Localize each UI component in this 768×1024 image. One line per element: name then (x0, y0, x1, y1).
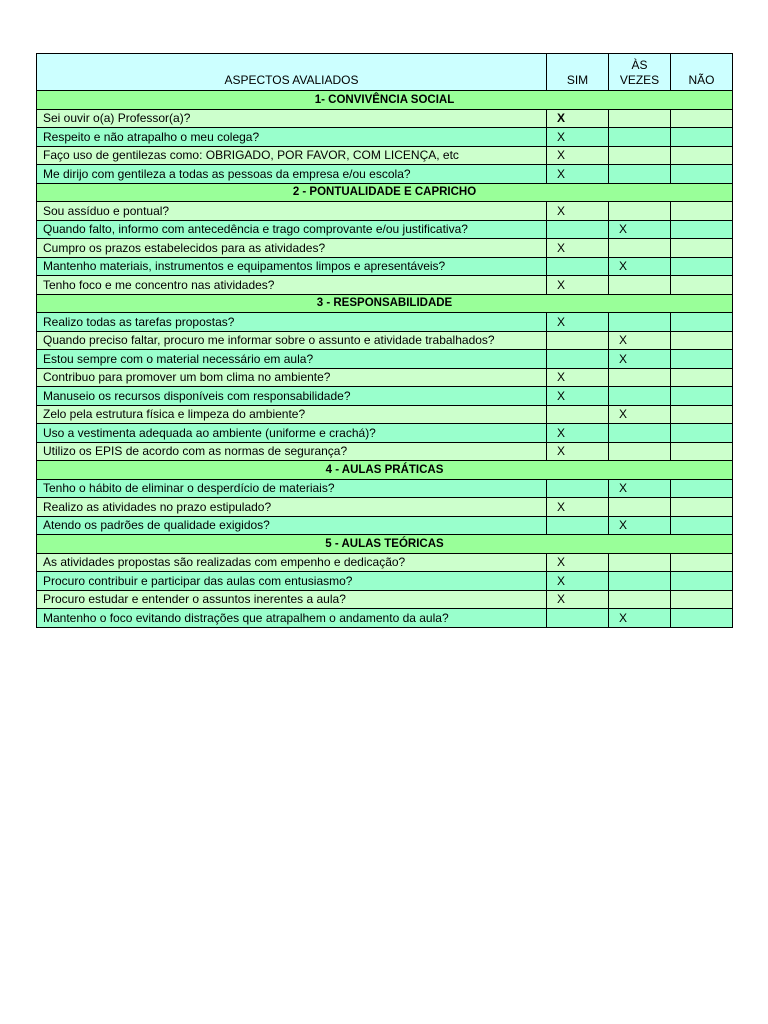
check-mark: X (557, 499, 566, 514)
answer-cell-as-vezes (609, 276, 671, 295)
section-title: 4 - AULAS PRÁTICAS (37, 461, 733, 480)
answer-cell-sim (547, 109, 609, 128)
answer-cell-as-vezes (609, 498, 671, 517)
table-header-row (37, 54, 733, 91)
check-mark: X (619, 610, 628, 625)
answer-cell-nao (671, 109, 733, 128)
question-row (37, 553, 733, 572)
question-row (37, 165, 733, 184)
check-mark: X (619, 518, 628, 533)
header-aspect: ASPECTOS AVALIADOS (37, 54, 547, 91)
question-row (37, 479, 733, 498)
question-text: Procuro contribuir e participar das aulas com entusiasmo? (37, 572, 547, 591)
question-text: As atividades propostas são realizadas com empenho e dedicação? (37, 553, 547, 572)
answer-cell-sim (547, 313, 609, 332)
question-text: Tenho foco e me concentro nas atividades? (37, 276, 547, 295)
question-row (37, 442, 733, 461)
answer-cell-nao (671, 202, 733, 221)
header-sim: SIM (547, 54, 609, 91)
answer-cell-as-vezes (609, 572, 671, 591)
check-mark: X (557, 148, 566, 163)
answer-cell-sim (547, 498, 609, 517)
check-mark: X (619, 333, 628, 348)
question-row (37, 405, 733, 424)
check-mark: X (619, 222, 628, 237)
check-mark: X (557, 314, 566, 329)
answer-cell-nao (671, 146, 733, 165)
question-row (37, 424, 733, 443)
question-text: Estou sempre com o material necessário em aula? (37, 350, 547, 369)
answer-cell-as-vezes (609, 553, 671, 572)
answer-cell-as-vezes (609, 350, 671, 369)
section-row (37, 535, 733, 554)
answer-cell-nao (671, 572, 733, 591)
answer-cell-as-vezes (609, 424, 671, 443)
evaluation-table-body (37, 54, 733, 628)
answer-cell-nao (671, 516, 733, 535)
answer-cell-sim (547, 350, 609, 369)
question-row (37, 313, 733, 332)
answer-cell-sim (547, 239, 609, 258)
question-text: Sou assíduo e pontual? (37, 202, 547, 221)
answer-cell-as-vezes (609, 516, 671, 535)
question-text: Procuro estudar e entender o assuntos inerentes a aula? (37, 590, 547, 609)
check-mark: X (557, 388, 566, 403)
answer-cell-sim (547, 331, 609, 350)
question-row (37, 609, 733, 628)
question-row (37, 590, 733, 609)
answer-cell-as-vezes (609, 313, 671, 332)
answer-cell-sim (547, 257, 609, 276)
question-text: Quando preciso faltar, procuro me informar sobre o assunto e atividade trabalhados? (37, 331, 547, 350)
check-mark: X (557, 370, 566, 385)
answer-cell-nao (671, 368, 733, 387)
header-as-vezes (609, 54, 671, 91)
answer-cell-as-vezes (609, 202, 671, 221)
header-nao: NÃO (671, 54, 733, 91)
check-mark: X (557, 592, 566, 607)
question-row (37, 498, 733, 517)
answer-cell-as-vezes (609, 368, 671, 387)
answer-cell-nao (671, 350, 733, 369)
section-title: 1- CONVIVÊNCIA SOCIAL (37, 91, 733, 110)
question-text: Faço uso de gentilezas como: OBRIGADO, POR FAVOR, COM LICENÇA, etc (37, 146, 547, 165)
check-mark: X (619, 351, 628, 366)
answer-cell-as-vezes (609, 220, 671, 239)
answer-cell-nao (671, 424, 733, 443)
answer-cell-nao (671, 220, 733, 239)
answer-cell-sim (547, 276, 609, 295)
question-text: Mantenho materiais, instrumentos e equipamentos limpos e apresentáveis? (37, 257, 547, 276)
answer-cell-nao (671, 479, 733, 498)
section-title: 2 - PONTUALIDADE E CAPRICHO (37, 183, 733, 202)
question-text: Cumpro os prazos estabelecidos para as atividades? (37, 239, 547, 258)
answer-cell-as-vezes (609, 128, 671, 147)
answer-cell-as-vezes (609, 479, 671, 498)
check-mark: X (619, 259, 628, 274)
check-mark: X (619, 481, 628, 496)
answer-cell-nao (671, 387, 733, 406)
check-mark: X (557, 203, 566, 218)
answer-cell-nao (671, 276, 733, 295)
answer-cell-sim (547, 479, 609, 498)
question-text: Realizo as atividades no prazo estipulado? (37, 498, 547, 517)
answer-cell-sim (547, 424, 609, 443)
answer-cell-as-vezes (609, 405, 671, 424)
answer-cell-nao (671, 313, 733, 332)
answer-cell-sim (547, 146, 609, 165)
question-text: Respeito e não atrapalho o meu colega? (37, 128, 547, 147)
check-mark: X (557, 240, 566, 255)
question-row (37, 128, 733, 147)
answer-cell-as-vezes (609, 239, 671, 258)
answer-cell-sim (547, 609, 609, 628)
answer-cell-sim (547, 387, 609, 406)
answer-cell-as-vezes (609, 257, 671, 276)
answer-cell-sim (547, 368, 609, 387)
question-row (37, 220, 733, 239)
question-text: Realizo todas as tarefas propostas? (37, 313, 547, 332)
answer-cell-as-vezes (609, 146, 671, 165)
answer-cell-sim (547, 128, 609, 147)
question-row (37, 331, 733, 350)
answer-cell-as-vezes (609, 331, 671, 350)
check-mark: X (557, 444, 566, 459)
question-text: Utilizo os EPIS de acordo com as normas de segurança? (37, 442, 547, 461)
section-row (37, 294, 733, 313)
answer-cell-sim (547, 442, 609, 461)
answer-cell-nao (671, 553, 733, 572)
question-row (37, 257, 733, 276)
answer-cell-sim (547, 202, 609, 221)
question-row (37, 202, 733, 221)
question-text: Uso a vestimenta adequada ao ambiente (uniforme e crachá)? (37, 424, 547, 443)
question-text: Atendo os padrões de qualidade exigidos? (37, 516, 547, 535)
question-text: Me dirijo com gentileza a todas as pessoas da empresa e/ou escola? (37, 165, 547, 184)
answer-cell-as-vezes (609, 590, 671, 609)
answer-cell-sim (547, 590, 609, 609)
question-text: Quando falto, informo com antecedência e trago comprovante e/ou justificativa? (37, 220, 547, 239)
answer-cell-as-vezes (609, 109, 671, 128)
evaluation-table (36, 53, 733, 628)
check-mark: X (557, 555, 566, 570)
question-row (37, 146, 733, 165)
check-mark: X (557, 111, 566, 126)
section-title: 3 - RESPONSABILIDADE (37, 294, 733, 313)
header-as-vezes-line1: ÀS (631, 58, 648, 72)
answer-cell-as-vezes (609, 442, 671, 461)
answer-cell-sim (547, 516, 609, 535)
check-mark: X (557, 129, 566, 144)
answer-cell-nao (671, 165, 733, 184)
check-mark: X (557, 425, 566, 440)
question-text: Tenho o hábito de eliminar o desperdício de materiais? (37, 479, 547, 498)
answer-cell-as-vezes (609, 609, 671, 628)
answer-cell-nao (671, 239, 733, 258)
answer-cell-nao (671, 257, 733, 276)
question-text: Sei ouvir o(a) Professor(a)? (37, 109, 547, 128)
answer-cell-sim (547, 165, 609, 184)
question-text: Mantenho o foco evitando distrações que atrapalhem o andamento da aula? (37, 609, 547, 628)
question-row (37, 276, 733, 295)
section-title: 5 - AULAS TEÓRICAS (37, 535, 733, 554)
question-row (37, 516, 733, 535)
check-mark: X (557, 573, 566, 588)
answer-cell-as-vezes (609, 165, 671, 184)
question-row (37, 572, 733, 591)
question-row (37, 387, 733, 406)
check-mark: X (557, 166, 566, 181)
answer-cell-nao (671, 331, 733, 350)
question-row (37, 109, 733, 128)
answer-cell-nao (671, 128, 733, 147)
answer-cell-sim (547, 220, 609, 239)
question-row (37, 368, 733, 387)
question-row (37, 239, 733, 258)
section-row (37, 183, 733, 202)
question-text: Zelo pela estrutura física e limpeza do ambiente? (37, 405, 547, 424)
answer-cell-sim (547, 572, 609, 591)
answer-cell-nao (671, 590, 733, 609)
section-row (37, 461, 733, 480)
answer-cell-sim (547, 405, 609, 424)
answer-cell-nao (671, 609, 733, 628)
check-mark: X (557, 277, 566, 292)
header-as-vezes-line2: VEZES (619, 73, 660, 87)
answer-cell-nao (671, 442, 733, 461)
question-row (37, 350, 733, 369)
answer-cell-nao (671, 405, 733, 424)
check-mark: X (619, 407, 628, 422)
section-row (37, 91, 733, 110)
question-text: Contribuo para promover um bom clima no ambiente? (37, 368, 547, 387)
answer-cell-as-vezes (609, 387, 671, 406)
question-text: Manuseio os recursos disponíveis com responsabilidade? (37, 387, 547, 406)
answer-cell-sim (547, 553, 609, 572)
answer-cell-nao (671, 498, 733, 517)
